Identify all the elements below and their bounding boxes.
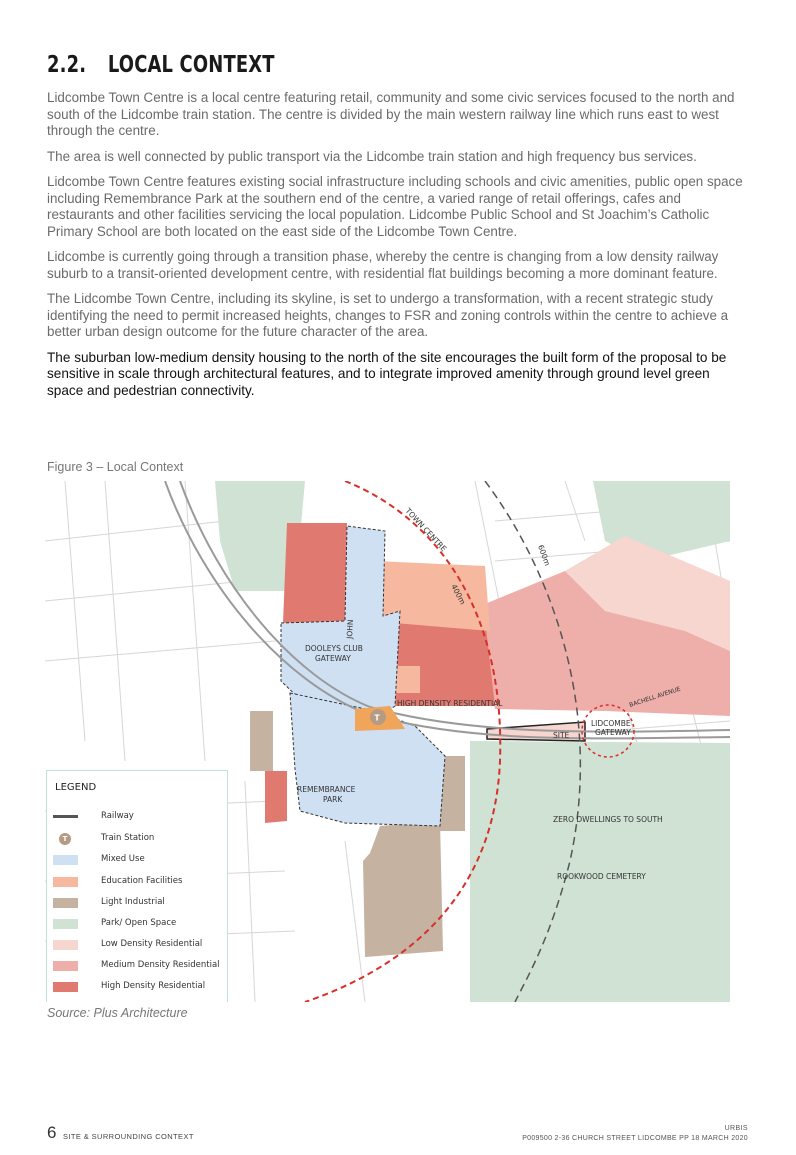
paragraph: Lidcombe Town Centre is a local centre featuring retail, community and some civic services focused to the north and south of the Lidcombe train station. The centre is divided by the main western railway line which runs east to west through the centre. [47,90,735,138]
figure-caption: Figure 3 – Local Context [47,460,184,474]
legend-item-medium-density [53,958,227,974]
paragraph: Lidcombe Town Centre features existing social infrastructure including schools and civic amenities, public open space including Remembrance Park at the southern end of the centre, a varied range of retail offerings, cafes and restaurants and other facilities servicing the local population. Lidcombe Public School and St Joachim’s Catholic Primary School are both located on the east side of the Lidcombe Town Centre. [47,174,743,239]
radius-400m-label: 400m [449,582,468,607]
light-industrial-area [250,711,273,771]
legend-item-light-industrial [53,895,227,911]
legend-label: Mixed Use [101,854,145,864]
map-legend [46,770,228,1002]
emphasis-paragraph: The suburban low-medium density housing to the north of the site encourages the built form of the proposal to be sensitive in scale through architectural features, and to integrate improved amenity through ground level green space and pedestrian connectivity. [47,349,727,398]
footer-org: URBIS [724,1125,748,1132]
bachell-avenue-label: BACHELL AVENUE [628,685,682,709]
legend-item-park [53,916,227,932]
legend-label: High Density Residential [101,981,206,991]
paragraph: The area is well connected by public transport via the Lidcombe train station and high frequency bus services. [47,148,697,164]
legend-swatch [53,877,78,887]
legend-swatch [53,898,78,908]
legend-item-high-density [53,979,227,995]
local-context-map [45,481,730,1002]
paragraph: Lidcombe is currently going through a transition phase, whereby the centre is changing from a low density railway suburb to a transit-oriented development centre, with residential flat buildings becoming a more dominant feature. [47,249,719,281]
remembrance-park-label: REMEMBRANCE [297,785,356,794]
paragraph: The Lidcombe Town Centre, including its skyline, is set to undergo a transformation, with a recent strategic study identifying the need to permit increased heights, changes to FSR and zoning controls within the centre to achieve a better urban design outcome for the future character of the area. [47,291,729,339]
lidcombe-gateway-label: LIDCOMBE [591,719,631,728]
legend-item-low-density [53,937,227,953]
section-number: 2.2. [47,52,87,78]
station-glyph: T [374,713,380,723]
legend-label: Railway [101,811,134,821]
legend-label: Education Facilities [101,876,183,886]
zero-dwellings-label: ZERO DWELLINGS TO SOUTH [553,815,663,824]
light-industrial-area [363,821,443,957]
remembrance-park-label: PARK [323,795,343,804]
legend-swatch [53,961,78,971]
footer-reference: P009500 2-36 CHURCH STREET LIDCOMBE PP 18 MARCH 2020 [522,1135,748,1142]
town-centre-label: TOWN CENTRE [403,506,449,554]
legend-title: LEGEND [55,782,97,793]
high-density-label: HIGH DENSITY RESIDENTIAL [397,699,503,708]
page-heading [47,52,275,78]
legend-swatch [53,940,78,950]
section-title: LOCAL CONTEXT [107,52,275,78]
train-station-icon: T [59,833,71,845]
radius-600m-label: 600m [536,543,552,568]
legend-label: Park/ Open Space [101,918,177,928]
body-text [47,90,747,408]
legend-item-education [53,874,227,890]
legend-swatch [53,855,78,865]
dooleys-label: DOOLEYS CLUB [305,644,363,653]
legend-item-train-station [53,831,227,847]
legend-label: Medium Density Residential [101,960,220,970]
railway-line-symbol [53,815,78,818]
legend-swatch [53,982,78,992]
legend-label: Low Density Residential [101,939,203,949]
legend-label: Light Industrial [101,897,165,907]
john-street-label: JOHN [345,619,356,640]
legend-swatch [53,919,78,929]
high-density-area [283,523,347,623]
high-density-area [265,771,287,823]
site-label: SITE [553,731,570,740]
rookwood-cemetery-label: ROOKWOOD CEMETERY [557,872,646,881]
figure-source: Source: Plus Architecture [47,1006,188,1020]
page-number: 6 [47,1123,57,1142]
legend-item-mixed-use [53,852,227,868]
lidcombe-gateway-label: GATEWAY [595,728,631,737]
footer-section: SITE & SURROUNDING CONTEXT [63,1132,194,1141]
legend-item-railway [53,809,227,825]
dooleys-label: GATEWAY [315,654,351,663]
legend-label: Train Station [101,833,155,843]
